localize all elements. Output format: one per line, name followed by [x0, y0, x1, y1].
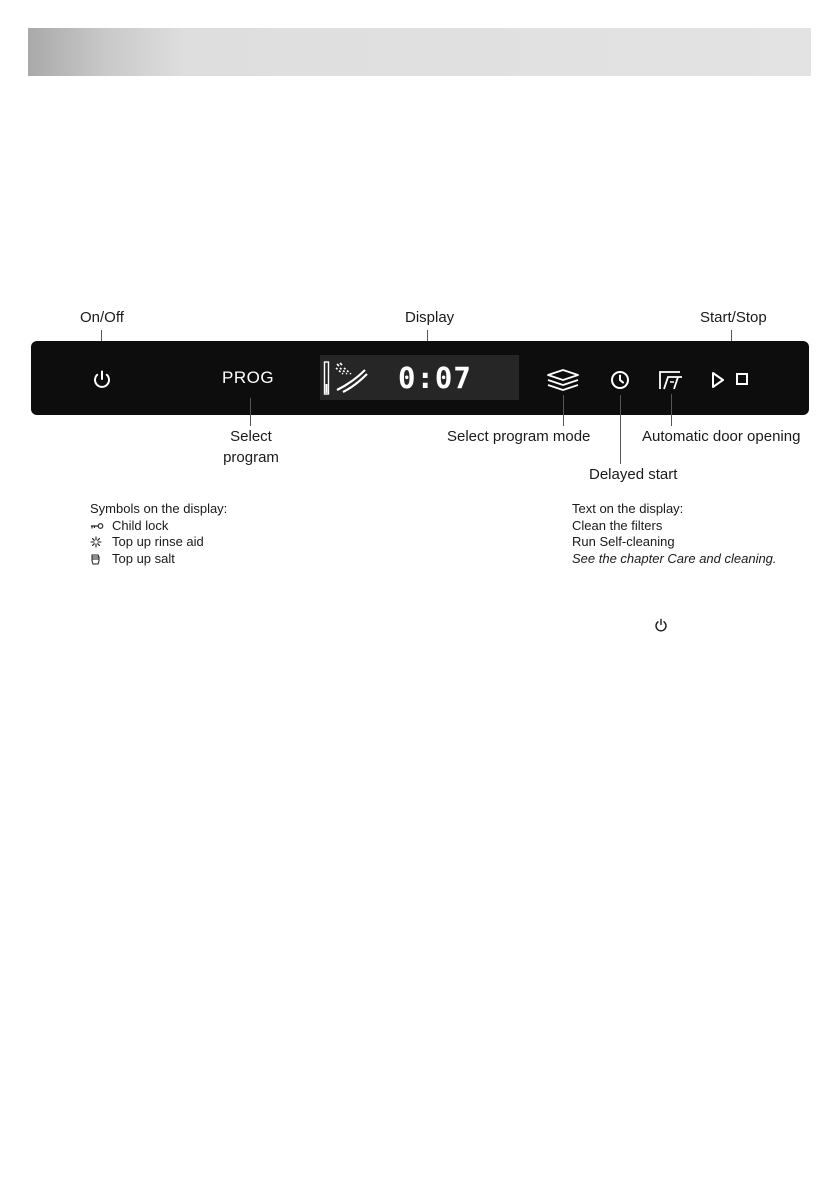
start-play-icon[interactable] — [710, 370, 726, 390]
legend-item-child-lock — [90, 518, 227, 535]
rinse-aid-icon — [90, 536, 112, 548]
legend-label-salt: Top up salt — [112, 550, 175, 566]
label-select-program-mode: Select program mode — [447, 428, 591, 445]
symbols-legend — [90, 501, 227, 567]
power-icon[interactable] — [91, 369, 113, 391]
text-legend-note: See the chapter Care and cleaning. — [572, 550, 777, 566]
label-start-stop: Start/Stop — [700, 309, 767, 326]
salt-icon — [90, 553, 112, 565]
leader-door-opening — [671, 394, 672, 426]
text-legend-title: Text on the display: — [572, 501, 684, 516]
label-select-program-line1: Select — [230, 428, 272, 445]
door-opening-icon[interactable] — [656, 368, 684, 392]
label-display: Display — [405, 309, 455, 326]
label-select-program — [222, 426, 280, 468]
key-icon — [90, 522, 112, 530]
label-on-off: On/Off — [80, 309, 124, 326]
legend-item-rinse-aid — [90, 534, 227, 551]
label-delayed-start: Delayed start — [589, 466, 678, 483]
text-legend-line-2: Run Self-cleaning — [572, 534, 675, 549]
text-legend — [572, 501, 777, 567]
display-time: 0:07 — [398, 361, 472, 395]
text-legend-line-1: Clean the filters — [572, 517, 663, 533]
prog-button[interactable]: PROG — [222, 368, 275, 387]
stop-square-icon[interactable] — [735, 372, 749, 386]
label-automatic-door-opening: Automatic door opening — [642, 428, 801, 445]
clock-icon[interactable] — [609, 369, 631, 391]
header-bar — [28, 28, 811, 76]
legend-item-salt — [90, 551, 227, 568]
program-progress-icon — [323, 360, 371, 396]
leader-program-mode — [563, 395, 564, 426]
legend-label-child-lock: Child lock — [112, 517, 169, 533]
legend-label-rinse-aid: Top up rinse aid — [112, 534, 204, 549]
symbols-legend-title: Symbols on the display: — [90, 501, 228, 516]
power-icon-small — [654, 618, 668, 632]
leader-select-program — [250, 398, 251, 426]
program-mode-layers-icon[interactable] — [546, 368, 580, 392]
leader-delayed-start — [620, 395, 621, 464]
label-select-program-line2: program — [223, 449, 279, 466]
